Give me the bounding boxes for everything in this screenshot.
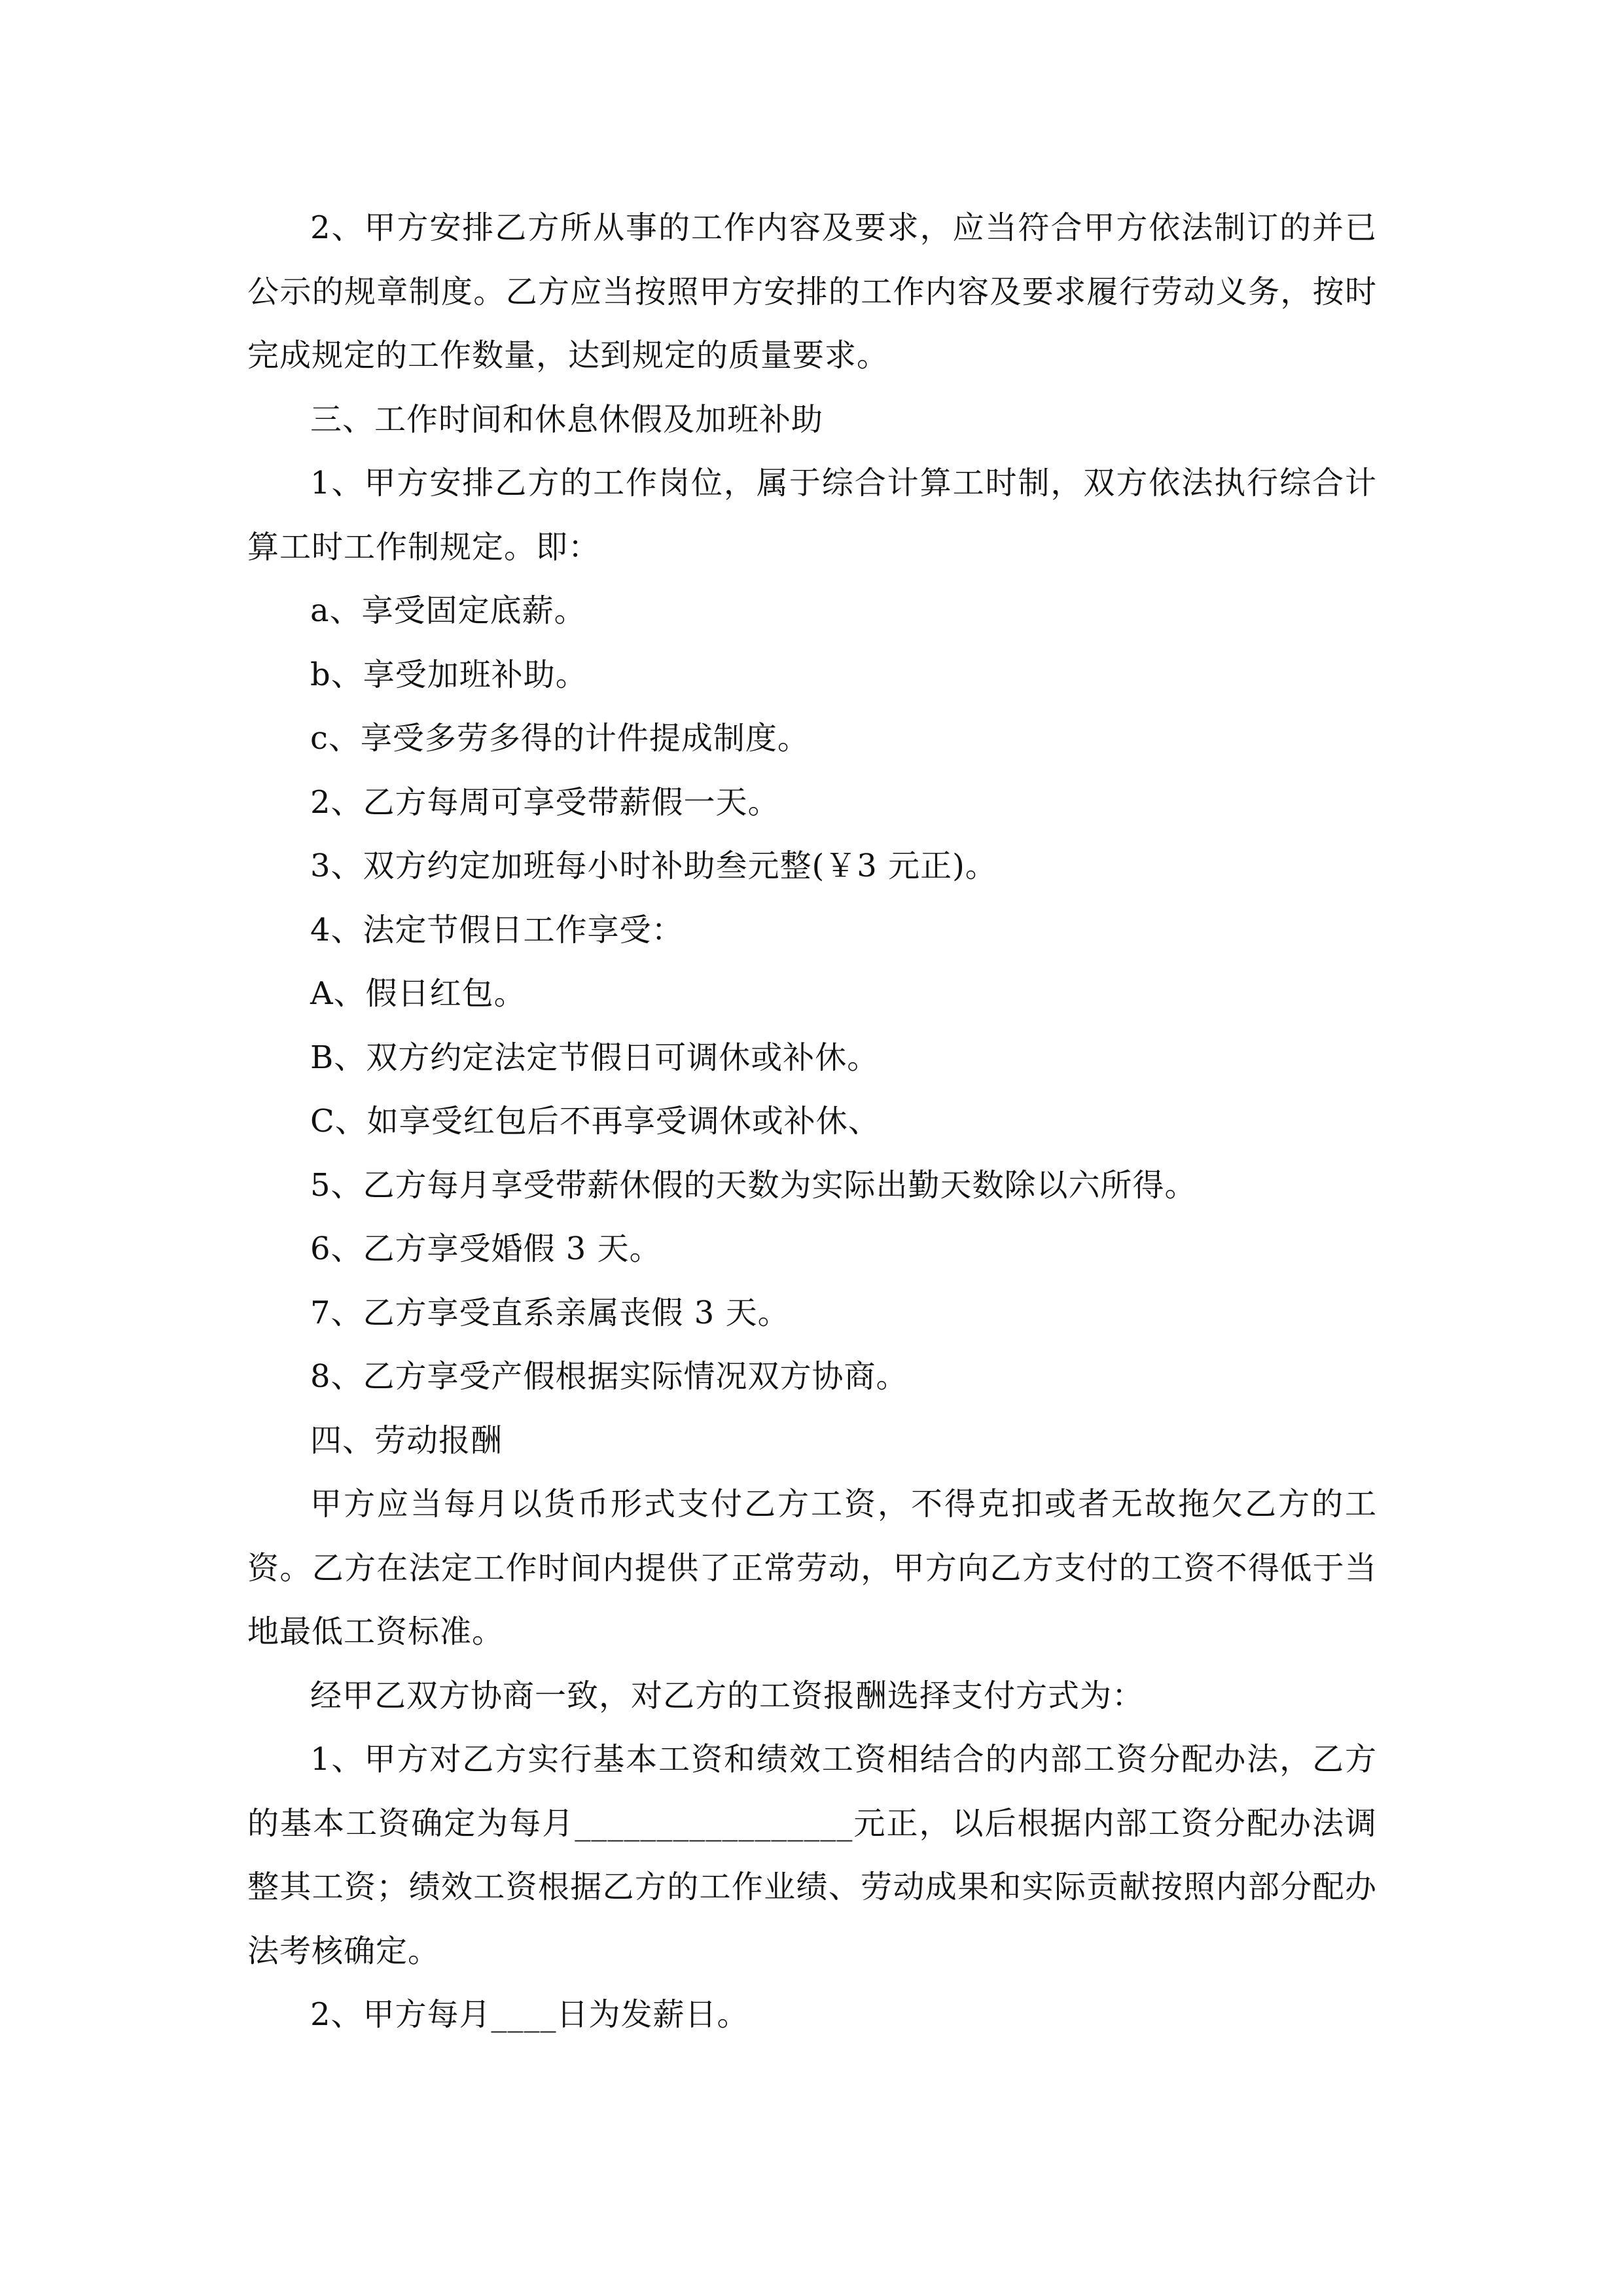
list-item-b: b、享受加班补助。 <box>310 656 588 693</box>
paragraph-overtime-pay: 3、双方约定加班每小时补助叁元整(￥3 元正)。 <box>310 848 997 884</box>
paragraph-maternity-leave: 8、乙方享受产假根据实际情况双方协商。 <box>310 1358 908 1395</box>
list-item-B: B、双方约定法定节假日可调休或补休。 <box>310 1039 880 1076</box>
paragraph-payment-method: 经甲乙双方协商一致，对乙方的工资报酬选择支付方式为： <box>310 1677 1145 1714</box>
paragraph-payday: 2、甲方每月____日为发薪日。 <box>310 1996 749 2033</box>
paragraph-comprehensive-hours: 1、甲方安排乙方的工作岗位，属于综合计算工时制，双方依法执行综合计算工时工作制规定。即： <box>247 465 1377 565</box>
paragraph-base-salary: 1、甲方对乙方实行基本工资和绩效工资相结合的内部工资分配办法，乙方的基本工资确定为每月_________________元正，以后根据内部工资分配办法调整其工资；绩效工资根据乙方的工作业绩、劳动成果和实际贡献按照内部分配办法考核确定。 <box>247 1741 1377 1969</box>
list-item-a: a、享受固定底薪。 <box>310 592 586 629</box>
paragraph-holiday-work: 4、法定节假日工作享受： <box>310 911 684 948</box>
paragraph-bereavement-leave: 7、乙方享受直系亲属丧假 3 天。 <box>310 1294 790 1331</box>
list-item-c: c、享受多劳多得的计件提成制度。 <box>310 720 810 757</box>
document-body <box>247 196 1377 2047</box>
list-item-A: A、假日红包。 <box>310 975 526 1012</box>
paragraph-wage-payment: 甲方应当每月以货币形式支付乙方工资，不得克扣或者无故拖欠乙方的工资。乙方在法定工作时间内提供了正常劳动，甲方向乙方支付的工资不得低于当地最低工资标准。 <box>247 1486 1377 1650</box>
paragraph-work-content: 2、甲方安排乙方所从事的工作内容及要求，应当符合甲方依法制订的并已公示的规章制度。乙方应当按照甲方安排的工作内容及要求履行劳动义务，按时完成规定的工作数量，达到规定的质量要求。 <box>247 209 1377 374</box>
list-item-C: C、如享受红包后不再享受调休或补休、 <box>310 1103 880 1139</box>
heading-remuneration: 四、劳动报酬 <box>310 1422 503 1459</box>
paragraph-marriage-leave: 6、乙方享受婚假 3 天。 <box>310 1230 662 1267</box>
paragraph-paid-leave: 5、乙方每月享受带薪休假的天数为实际出勤天数除以六所得。 <box>310 1166 1197 1204</box>
heading-work-time: 三、工作时间和休息休假及加班补助 <box>310 401 824 438</box>
paragraph-weekly-leave: 2、乙方每周可享受带薪假一天。 <box>310 783 780 821</box>
